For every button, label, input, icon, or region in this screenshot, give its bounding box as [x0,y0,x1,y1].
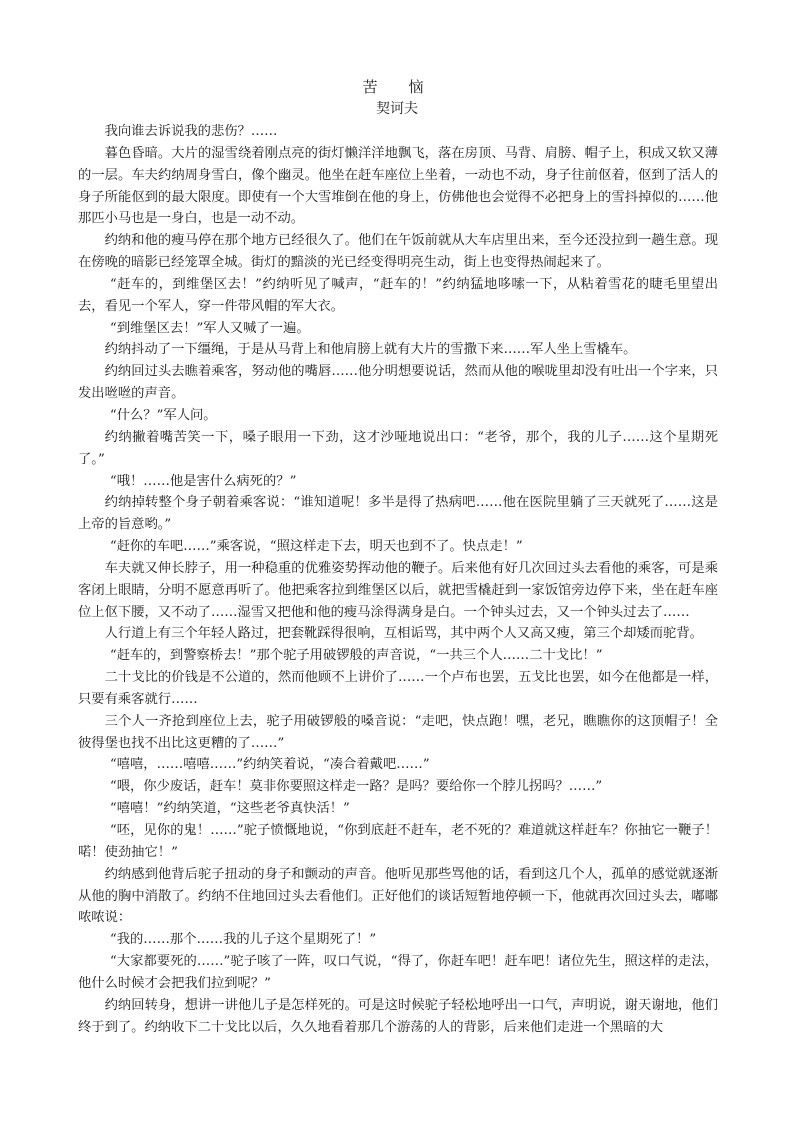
story-body [78,121,718,1038]
paragraph: 三个人一齐抢到座位上去，驼子用破锣般的嗓音说：“走吧，快点跑！嘿，老兄，瞧瞧你的这顶帽子！全彼得堡也找不出比这更糟的了……” [78,713,718,751]
paragraph: “嘻嘻！”约纳笑道，“这些老爷真快活！” [109,801,350,817]
paragraph: “呸，见你的鬼！……”驼子愤慨地说，“你到底赶不赶车，老不死的？难道就这样赶车？你抽它一鞭子！喏！使劲抽它！” [78,823,718,860]
paragraph: “哦！……他是害什么病死的？” [109,473,297,489]
paragraph: 约纳和他的瘦马停在那个地方已经很久了。他们在午饭前就从大车店里出来，至今还没拉到一趟生意。现在傍晚的暗影已经笼罩全城。街灯的黯淡的光已经变得明亮生动，街上也变得热闹起来了。 [78,233,718,271]
paragraph: 约纳抖动了一下缰绳，于是从马背上和他肩膀上就有大片的雪撒下来……军人坐上雪橇车。 [104,342,637,358]
paragraph: 约纳感到他背后驼子扭动的身子和颤动的声音。他听见那些骂他的话，看到这几个人，孤单的感觉就逐渐从他的胸中消散了。约纳不住地回过头去看他们。正好他们的谈话短暂地停顿一下，他就再次回过头去，嘟嘟哝哝说： [78,866,718,926]
paragraph: “什么？”军人问。 [109,407,217,423]
paragraph: 人行道上有三个年轻人路过，把套靴踩得很响，互相诟骂，其中两个人又高又瘦，第三个却矮而驼背。 [104,626,703,642]
paragraph: “嘻嘻，……嘻嘻……”约纳笑着说，“凑合着戴吧……” [109,757,430,773]
paragraph: “赶你的车吧……”乘客说，“照这样走下去，明天也到不了。快点走！” [109,539,523,555]
paragraph: “喂，你少废话，赶车！莫非你要照这样走一路？是吗？要给你一个脖儿拐吗？……” [109,779,603,795]
paragraph: “赶车的，到警察桥去！”那个驼子用破锣般的声音说，“一共三个人……二十戈比！” [109,648,603,664]
paragraph: “赶车的，到维堡区去！”约纳听见了喊声，“赶车的！”约纳猛地哆嗦一下，从粘着雪花的睫毛里望出去，看见一个军人，穿一件带风帽的军大衣。 [78,276,718,314]
paragraph: 约纳撇着嘴苦笑一下，嗓子眼用一下劲，这才沙哑地说出口：“老爷，那个，我的儿子……这个星期死了。” [78,429,718,467]
paragraph: 约纳回转身，想讲一讲他儿子是怎样死的。可是这时候驼子轻松地呼出一口气，声明说，谢天谢地，他们终于到了。约纳收下二十戈比以后，久久地看着那几个游荡的人的背影，后来他们走进一个黑暗的大 [78,997,718,1035]
paragraph: 约纳回过头去瞧着乘客，努动他的嘴唇……他分明想要说话，然而从他的喉咙里却没有吐出一个字来，只发出咝咝的声音。 [78,364,718,402]
paragraph: 二十戈比的价钱是不公道的，然而他顾不上讲价了……一个卢布也罢，五戈比也罢，如今在他都是一样，只要有乘客就行…… [78,670,718,707]
paragraph: “大家都要死的……”驼子咳了一阵，叹口气说，“得了，你赶车吧！赶车吧！诸位先生，照这样的走法，他什么时候才会把我们拉到呢？” [78,954,718,991]
paragraph: 约纳掉转整个身子朝着乘客说：“谁知道呢！多半是得了热病吧……他在医院里躺了三天就死了……这是上帝的旨意哟。” [78,495,718,533]
story-author: 契诃夫 [376,101,418,117]
paragraph: 车夫就又伸长脖子，用一种稳重的优雅姿势挥动他的鞭子。后来他有好几次回过头去看他的乘客，可是乘客闭上眼睛，分明不愿意再听了。他把乘客拉到维堡区以后，就把雪橇赶到一家饭馆旁边停下来，坐在赶车座位上伛下腰，又不动了……湿雪又把他和他的瘦马涂得满身是白。一个钟头过去，又一个钟头过去了…… [78,560,718,620]
paragraph: “到维堡区去！”军人又喊了一遍。 [109,320,310,336]
paragraph: “我的……那个……我的儿子这个星期死了！” [109,932,377,948]
story-title: 苦 恼 [362,78,432,96]
paragraph: 暮色昏暗。大片的湿雪绕着刚点亮的街灯懒洋洋地飘飞，落在房顶、马背、肩膀、帽子上，积成又软又薄的一层。车夫约纳周身雪白，像个幽灵。他坐在赶车座位上坐着，一动也不动，身子往前伛着，伛到了活人的身子所能伛到的最大限度。即使有一个大雪堆倒在他的身上，仿佛他也会觉得不必把身上的雪抖掉似的……他那匹小马也是一身白，也是一动不动。 [78,145,718,227]
paragraph: 我向谁去诉说我的悲伤？…… [104,124,278,139]
